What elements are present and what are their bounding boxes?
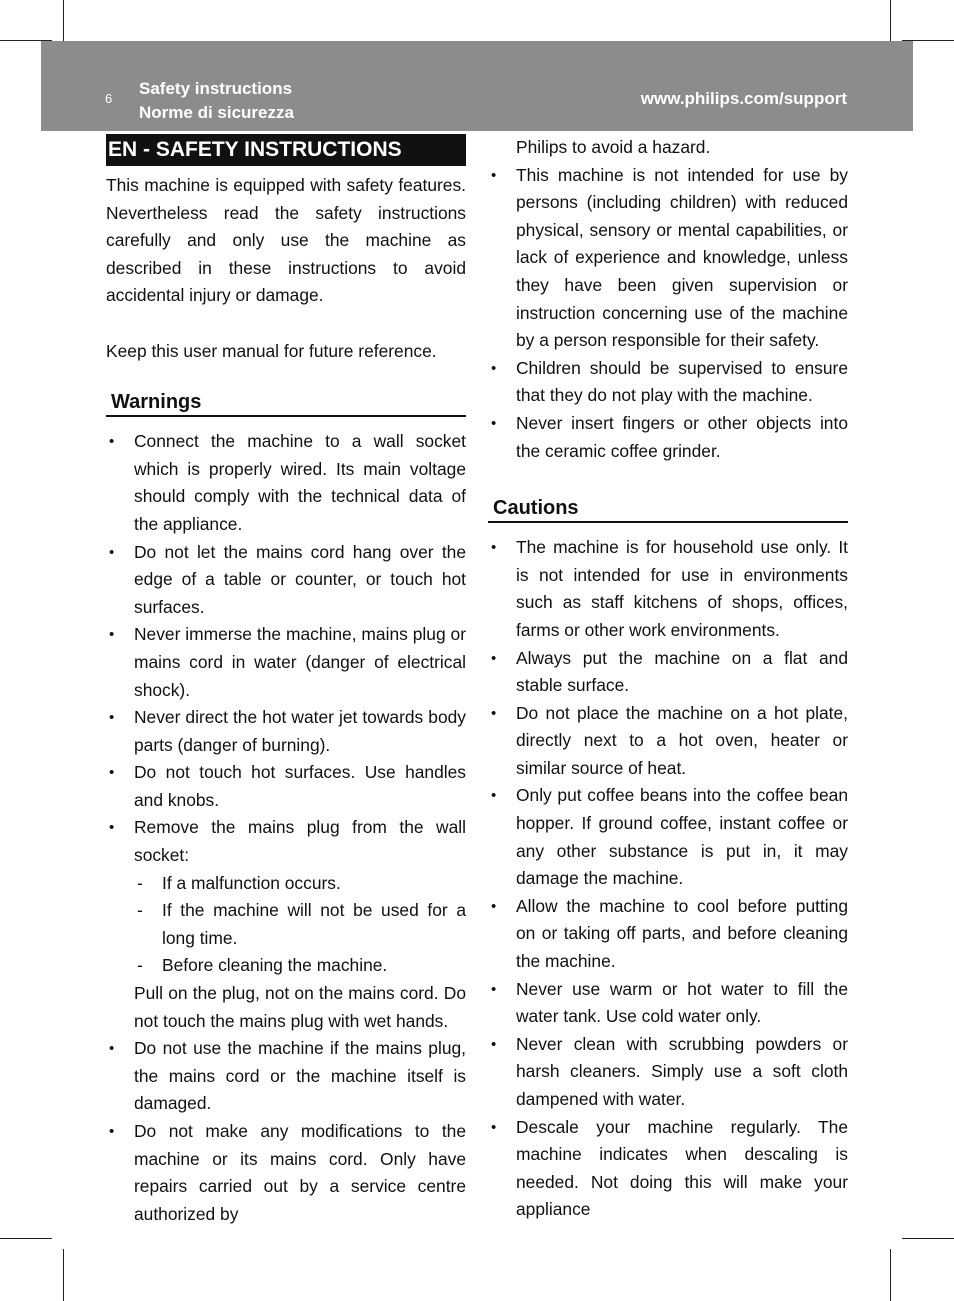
cautions-heading: Cautions: [488, 493, 848, 523]
list-item: • Do not use the machine if the mains plug, the mains cord or the machine itself is damaged.: [109, 1038, 466, 1114]
list-item: • Never clean with scrubbing powders or harsh cleaners. Simply use a soft cloth dampened with water.: [491, 1033, 848, 1109]
sub-list-item: - If the machine will not be used for a long time.: [137, 900, 466, 948]
left-column: [106, 134, 466, 1228]
sub-list-item: - Before cleaning the machine.: [137, 955, 388, 976]
page-number: 6: [105, 91, 113, 106]
sub-list-item: - If a malfunction occurs.: [137, 872, 341, 893]
intro-paragraph: This machine is equipped with safety features. Nevertheless read the safety instructions carefully and only use the machine as described in these instructions to avoid accidental injury or damage.: [106, 175, 466, 306]
list-item: • This machine is not intended for use by persons (including children) with reduced physical, sensory or mental capabilities, or lack of experience and knowledge, unless they have been given supervision or instruction concerning use of the machine by a person responsible for their safety.: [491, 164, 848, 351]
plug-note: Pull on the plug, not on the mains cord. Do not touch the mains plug with wet hands.: [134, 983, 466, 1031]
continued-text: Philips to avoid a hazard.: [516, 137, 711, 157]
header-title-it: Norme di sicurezza: [139, 103, 294, 122]
warnings-list-right: [488, 162, 848, 466]
header-title-en: Safety instructions: [139, 79, 293, 98]
keep-manual-note: Keep this user manual for future reference.: [106, 340, 437, 361]
list-item: • Only put coffee beans into the coffee bean hopper. If ground coffee, instant coffee or any other substance is put in, it may damage the machine.: [491, 785, 848, 889]
list-item: • Never immerse the machine, mains plug or mains cord in water (danger of electrical shock).: [109, 624, 466, 700]
crop-mark: [902, 1238, 954, 1239]
crop-mark: [63, 1249, 64, 1301]
sub-list: [134, 870, 466, 980]
warnings-list: [106, 428, 466, 980]
list-item: • Do not let the mains cord hang over the edge of a table or counter, or touch hot surfaces.: [109, 541, 466, 617]
list-item: • Never use warm or hot water to fill the water tank. Use cold water only.: [491, 978, 848, 1027]
cautions-list: [488, 534, 848, 1224]
support-link[interactable]: www.philips.com/support: [640, 89, 847, 108]
list-item: • Do not make any modifications to the machine or its mains cord. Only have repairs carried out by a service centre authorized by: [109, 1121, 466, 1224]
page-title: EN - SAFETY INSTRUCTIONS: [106, 134, 466, 166]
page-header: [41, 41, 913, 131]
list-item: • Descale your machine regularly. The machine indicates when descaling is needed. Not doing this will make your appliance: [491, 1116, 848, 1220]
list-item: • Children should be supervised to ensure that they do not play with the machine.: [491, 357, 848, 406]
list-item: • Never insert fingers or other objects into the ceramic coffee grinder.: [491, 412, 848, 461]
list-item: • The machine is for household use only. It is not intended for use in environments such as staff kitchens of shops, offices, farms or other work environments.: [491, 537, 848, 640]
list-item: • Connect the machine to a wall socket which is properly wired. Its main voltage should comply with the technical data of the appliance.: [109, 431, 466, 534]
list-item: • Do not touch hot surfaces. Use handles and knobs.: [109, 762, 466, 810]
list-item: • Remove the mains plug from the wall socket: - If a malfunction occurs. - If the machine will not be used for a long time. - Before cleaning the machine.: [106, 814, 466, 980]
list-item: • Do not place the machine on a hot plate, directly next to a hot oven, heater or similar source of heat.: [491, 702, 848, 778]
warnings-heading: Warnings: [106, 387, 466, 417]
list-item: • Allow the machine to cool before putting on or taking off parts, and before cleaning the machine.: [491, 895, 848, 972]
warnings-list-continued: [106, 1035, 466, 1228]
list-item: • Always put the machine on a flat and stable surface.: [491, 647, 848, 696]
right-column: [488, 134, 848, 1224]
list-item: • Never direct the hot water jet towards body parts (danger of burning).: [109, 707, 466, 755]
crop-mark: [0, 1238, 52, 1239]
crop-mark: [890, 1249, 891, 1301]
